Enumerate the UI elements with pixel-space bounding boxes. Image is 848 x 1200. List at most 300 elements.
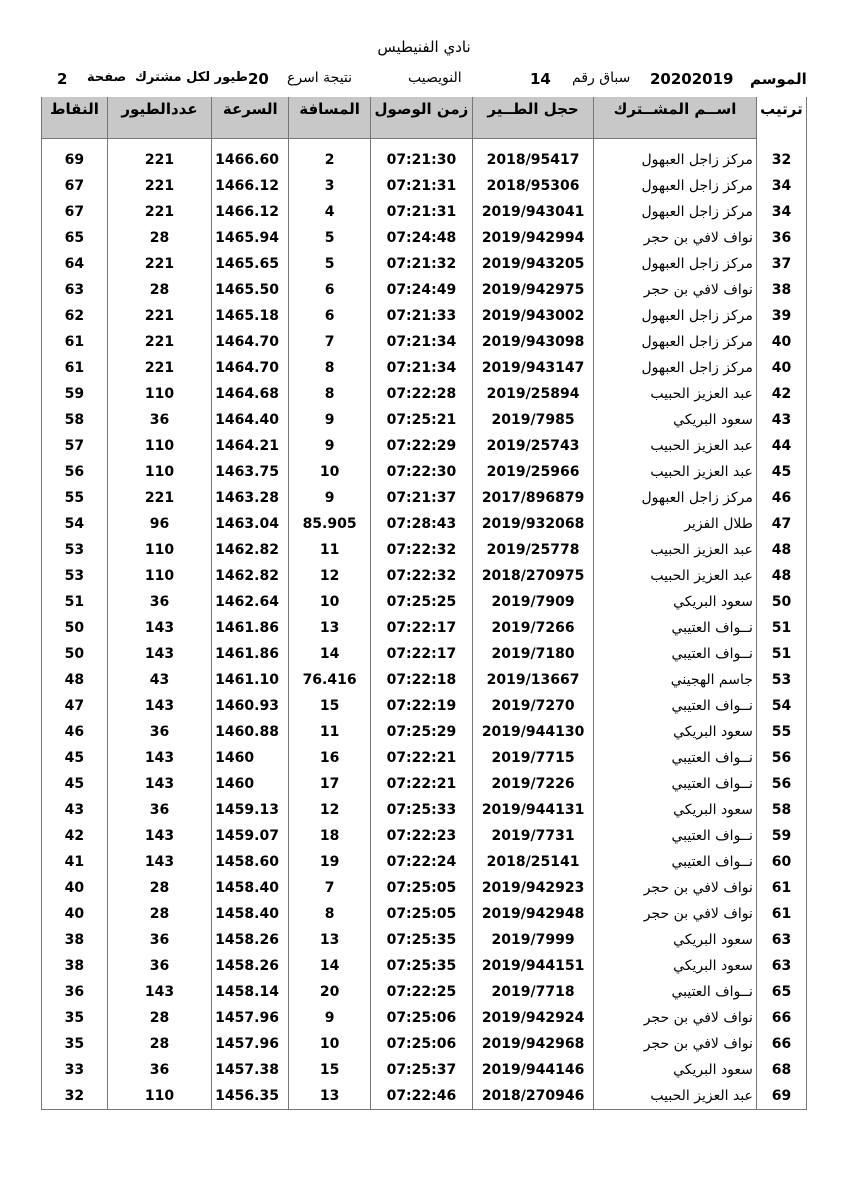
cell-arrival-time: 07:21:31 (370, 199, 472, 225)
cell-bird-count: 36 (107, 407, 211, 433)
cell-bird-count: 36 (107, 953, 211, 979)
cell-participant-name: مركز زاجل العبهول (594, 485, 757, 511)
cell-participant-name: سعود البريكي (594, 719, 757, 745)
cell-bird-count: 36 (107, 927, 211, 953)
cell-ring-number: 2019/942924 (473, 1005, 594, 1031)
cell-bird-count: 110 (107, 537, 211, 563)
cell-rank: 58 (756, 797, 806, 823)
table-row (42, 927, 807, 953)
cell-ring-number: 2019/7266 (473, 615, 594, 641)
cell-arrival-time: 07:22:23 (370, 823, 472, 849)
cell-distance: 9 (289, 485, 370, 511)
cell-points: 38 (42, 953, 108, 979)
cell-speed: 1458.14 (212, 979, 289, 1005)
cell-participant-name: نــواف العتيبي (594, 823, 757, 849)
table-row (42, 303, 807, 329)
cell-points: 58 (42, 407, 108, 433)
cell-arrival-time: 07:22:19 (370, 693, 472, 719)
cell-arrival-time: 07:25:35 (370, 927, 472, 953)
cell-participant-name: عبد العزيز الحبيب (594, 1083, 757, 1110)
cell-speed: 1457.38 (212, 1057, 289, 1083)
table-row (42, 667, 807, 693)
cell-participant-name: نــواف العتيبي (594, 693, 757, 719)
cell-speed: 1465.65 (212, 251, 289, 277)
cell-ring-number: 2019/7731 (473, 823, 594, 849)
cell-arrival-time: 07:25:35 (370, 953, 472, 979)
cell-rank: 68 (756, 1057, 806, 1083)
cell-participant-name: سعود البريكي (594, 407, 757, 433)
cell-ring-number: 2019/943147 (473, 355, 594, 381)
cell-points: 47 (42, 693, 108, 719)
cell-points: 36 (42, 979, 108, 1005)
cell-rank: 45 (756, 459, 806, 485)
cell-points: 55 (42, 485, 108, 511)
cell-speed: 1457.96 (212, 1031, 289, 1057)
cell-points: 35 (42, 1005, 108, 1031)
race-name: النويصيب (408, 70, 462, 86)
cell-bird-count: 221 (107, 329, 211, 355)
cell-bird-count: 221 (107, 199, 211, 225)
cell-rank: 48 (756, 563, 806, 589)
race-label: سباق رقم (572, 70, 631, 86)
cell-points: 40 (42, 875, 108, 901)
cell-ring-number: 2019/943205 (473, 251, 594, 277)
cell-participant-name: مركز زاجل العبهول (594, 329, 757, 355)
cell-bird-count: 28 (107, 901, 211, 927)
cell-points: 41 (42, 849, 108, 875)
cell-rank: 60 (756, 849, 806, 875)
cell-bird-count: 28 (107, 1031, 211, 1057)
cell-distance: 15 (289, 693, 370, 719)
cell-arrival-time: 07:25:05 (370, 901, 472, 927)
cell-arrival-time: 07:22:25 (370, 979, 472, 1005)
page-label: صفحة (87, 70, 127, 85)
cell-points: 48 (42, 667, 108, 693)
cell-points: 62 (42, 303, 108, 329)
cell-arrival-time: 07:22:21 (370, 771, 472, 797)
cell-rank: 42 (756, 381, 806, 407)
cell-participant-name: نــواف العتيبي (594, 849, 757, 875)
cell-distance: 12 (289, 563, 370, 589)
cell-points: 35 (42, 1031, 108, 1057)
cell-participant-name: مركز زاجل العبهول (594, 173, 757, 199)
cell-speed: 1464.70 (212, 355, 289, 381)
cell-arrival-time: 07:25:25 (370, 589, 472, 615)
cell-arrival-time: 07:22:21 (370, 745, 472, 771)
cell-distance: 9 (289, 433, 370, 459)
col-header-speed: السرعة (212, 97, 289, 139)
cell-rank: 61 (756, 901, 806, 927)
table-row (42, 875, 807, 901)
cell-arrival-time: 07:25:37 (370, 1057, 472, 1083)
cell-participant-name: سعود البريكي (594, 797, 757, 823)
cell-distance: 5 (289, 225, 370, 251)
table-row (42, 329, 807, 355)
table-row (42, 693, 807, 719)
cell-rank: 40 (756, 329, 806, 355)
cell-points: 56 (42, 459, 108, 485)
cell-arrival-time: 07:25:05 (370, 875, 472, 901)
cell-distance: 85.905 (289, 511, 370, 537)
cell-bird-count: 28 (107, 225, 211, 251)
cell-points: 57 (42, 433, 108, 459)
cell-speed: 1464.70 (212, 329, 289, 355)
cell-rank: 53 (756, 667, 806, 693)
cell-speed: 1460 (212, 771, 289, 797)
cell-speed: 1458.40 (212, 875, 289, 901)
cell-ring-number: 2019/943098 (473, 329, 594, 355)
cell-bird-count: 143 (107, 979, 211, 1005)
cell-points: 61 (42, 355, 108, 381)
table-row (42, 719, 807, 745)
cell-arrival-time: 07:22:24 (370, 849, 472, 875)
cell-bird-count: 143 (107, 693, 211, 719)
cell-rank: 56 (756, 745, 806, 771)
cell-ring-number: 2018/95306 (473, 173, 594, 199)
cell-ring-number: 2019/7270 (473, 693, 594, 719)
cell-speed: 1464.68 (212, 381, 289, 407)
cell-ring-number: 2019/932068 (473, 511, 594, 537)
cell-bird-count: 110 (107, 1083, 211, 1110)
cell-bird-count: 36 (107, 719, 211, 745)
cell-points: 43 (42, 797, 108, 823)
table-row (42, 615, 807, 641)
cell-bird-count: 143 (107, 771, 211, 797)
cell-ring-number: 2019/7180 (473, 641, 594, 667)
cell-distance: 19 (289, 849, 370, 875)
cell-arrival-time: 07:21:34 (370, 329, 472, 355)
cell-rank: 39 (756, 303, 806, 329)
table-row (42, 147, 807, 173)
cell-distance: 6 (289, 277, 370, 303)
cell-bird-count: 36 (107, 1057, 211, 1083)
cell-participant-name: نــواف العتيبي (594, 745, 757, 771)
cell-bird-count: 221 (107, 303, 211, 329)
cell-arrival-time: 07:22:29 (370, 433, 472, 459)
cell-participant-name: مركز زاجل العبهول (594, 147, 757, 173)
cell-distance: 16 (289, 745, 370, 771)
table-row (42, 823, 807, 849)
cell-points: 45 (42, 745, 108, 771)
cell-participant-name: نــواف العتيبي (594, 615, 757, 641)
cell-points: 59 (42, 381, 108, 407)
cell-speed: 1462.64 (212, 589, 289, 615)
cell-speed: 1462.82 (212, 537, 289, 563)
cell-speed: 1466.60 (212, 147, 289, 173)
cell-points: 65 (42, 225, 108, 251)
table-row (42, 277, 807, 303)
cell-rank: 69 (756, 1083, 806, 1110)
table-row (42, 511, 807, 537)
table-row (42, 381, 807, 407)
cell-speed: 1460 (212, 745, 289, 771)
cell-points: 54 (42, 511, 108, 537)
cell-distance: 5 (289, 251, 370, 277)
cell-distance: 17 (289, 771, 370, 797)
cell-distance: 14 (289, 953, 370, 979)
cell-participant-name: نــواف العتيبي (594, 641, 757, 667)
cell-arrival-time: 07:25:21 (370, 407, 472, 433)
cell-ring-number: 2019/943041 (473, 199, 594, 225)
cell-bird-count: 110 (107, 563, 211, 589)
table-row (42, 1031, 807, 1057)
cell-bird-count: 143 (107, 823, 211, 849)
cell-arrival-time: 07:25:29 (370, 719, 472, 745)
cell-rank: 51 (756, 615, 806, 641)
cell-speed: 1459.13 (212, 797, 289, 823)
cell-rank: 56 (756, 771, 806, 797)
cell-rank: 46 (756, 485, 806, 511)
col-header-rank: ترتيب (756, 97, 806, 139)
cell-participant-name: نواف لافي بن حجر (594, 875, 757, 901)
table-row (42, 1083, 807, 1110)
cell-arrival-time: 07:21:32 (370, 251, 472, 277)
cell-arrival-time: 07:21:37 (370, 485, 472, 511)
cell-arrival-time: 07:24:49 (370, 277, 472, 303)
cell-points: 51 (42, 589, 108, 615)
cell-speed: 1457.96 (212, 1005, 289, 1031)
cell-participant-name: نواف لافي بن حجر (594, 1031, 757, 1057)
cell-distance: 6 (289, 303, 370, 329)
cell-points: 40 (42, 901, 108, 927)
cell-ring-number: 2018/95417 (473, 147, 594, 173)
cell-speed: 1459.07 (212, 823, 289, 849)
cell-ring-number: 2019/942948 (473, 901, 594, 927)
cell-ring-number: 2019/944130 (473, 719, 594, 745)
cell-distance: 10 (289, 459, 370, 485)
cell-distance: 11 (289, 719, 370, 745)
season-value: 20202019 (650, 70, 734, 88)
cell-points: 50 (42, 615, 108, 641)
cell-ring-number: 2019/7718 (473, 979, 594, 1005)
table-row (42, 485, 807, 511)
cell-distance: 20 (289, 979, 370, 1005)
cell-points: 32 (42, 1083, 108, 1110)
table-row (42, 849, 807, 875)
cell-speed: 1464.21 (212, 433, 289, 459)
table-row (42, 979, 807, 1005)
cell-bird-count: 143 (107, 745, 211, 771)
cell-arrival-time: 07:22:32 (370, 563, 472, 589)
cell-rank: 32 (756, 147, 806, 173)
cell-ring-number: 2019/25966 (473, 459, 594, 485)
cell-ring-number: 2019/942994 (473, 225, 594, 251)
cell-rank: 59 (756, 823, 806, 849)
cell-distance: 7 (289, 875, 370, 901)
race-value: 14 (530, 70, 551, 88)
season-label: الموسم (750, 70, 807, 88)
cell-ring-number: 2018/25141 (473, 849, 594, 875)
cell-bird-count: 110 (107, 459, 211, 485)
cell-bird-count: 143 (107, 615, 211, 641)
cell-ring-number: 2019/944131 (473, 797, 594, 823)
cell-bird-count: 221 (107, 173, 211, 199)
cell-distance: 15 (289, 1057, 370, 1083)
cell-distance: 9 (289, 407, 370, 433)
cell-participant-name: عبد العزيز الحبيب (594, 381, 757, 407)
cell-points: 67 (42, 199, 108, 225)
cell-distance: 8 (289, 901, 370, 927)
cell-arrival-time: 07:22:28 (370, 381, 472, 407)
cell-ring-number: 2019/7909 (473, 589, 594, 615)
result-value: 20 (248, 70, 269, 88)
cell-arrival-time: 07:25:33 (370, 797, 472, 823)
table-row (42, 173, 807, 199)
cell-bird-count: 36 (107, 589, 211, 615)
cell-participant-name: طلال الفزير (594, 511, 757, 537)
cell-points: 46 (42, 719, 108, 745)
cell-ring-number: 2018/270975 (473, 563, 594, 589)
cell-bird-count: 96 (107, 511, 211, 537)
cell-bird-count: 28 (107, 1005, 211, 1031)
table-row (42, 641, 807, 667)
cell-participant-name: مركز زاجل العبهول (594, 199, 757, 225)
table-row (42, 355, 807, 381)
cell-ring-number: 2019/944151 (473, 953, 594, 979)
cell-rank: 55 (756, 719, 806, 745)
cell-participant-name: عبد العزيز الحبيب (594, 459, 757, 485)
cell-ring-number: 2019/7226 (473, 771, 594, 797)
cell-speed: 1458.26 (212, 953, 289, 979)
cell-rank: 54 (756, 693, 806, 719)
cell-bird-count: 221 (107, 251, 211, 277)
cell-distance: 11 (289, 537, 370, 563)
table-row (42, 433, 807, 459)
cell-distance: 13 (289, 927, 370, 953)
cell-bird-count: 110 (107, 381, 211, 407)
cell-arrival-time: 07:21:30 (370, 147, 472, 173)
cell-speed: 1461.86 (212, 641, 289, 667)
table-spacer (42, 139, 807, 148)
cell-speed: 1465.18 (212, 303, 289, 329)
cell-distance: 4 (289, 199, 370, 225)
cell-arrival-time: 07:22:18 (370, 667, 472, 693)
cell-bird-count: 28 (107, 277, 211, 303)
table-row (42, 199, 807, 225)
cell-speed: 1466.12 (212, 173, 289, 199)
table-row (42, 537, 807, 563)
cell-speed: 1460.88 (212, 719, 289, 745)
table-row (42, 953, 807, 979)
cell-points: 53 (42, 563, 108, 589)
cell-ring-number: 2019/13667 (473, 667, 594, 693)
cell-speed: 1460.93 (212, 693, 289, 719)
birds-per-member-label: طيور لكل مشترك (135, 70, 248, 85)
col-header-ring: حجل الطــير (473, 97, 594, 139)
cell-speed: 1462.82 (212, 563, 289, 589)
cell-rank: 38 (756, 277, 806, 303)
cell-rank: 63 (756, 927, 806, 953)
cell-bird-count: 221 (107, 355, 211, 381)
table-row (42, 407, 807, 433)
cell-ring-number: 2017/896879 (473, 485, 594, 511)
cell-bird-count: 221 (107, 485, 211, 511)
cell-distance: 3 (289, 173, 370, 199)
cell-speed: 1461.86 (212, 615, 289, 641)
cell-participant-name: نــواف العتيبي (594, 979, 757, 1005)
cell-ring-number: 2019/942975 (473, 277, 594, 303)
cell-rank: 66 (756, 1031, 806, 1057)
cell-participant-name: نواف لافي بن حجر (594, 1005, 757, 1031)
table-row (42, 589, 807, 615)
cell-distance: 2 (289, 147, 370, 173)
cell-arrival-time: 07:25:06 (370, 1031, 472, 1057)
cell-participant-name: مركز زاجل العبهول (594, 303, 757, 329)
cell-points: 42 (42, 823, 108, 849)
cell-participant-name: مركز زاجل العبهول (594, 251, 757, 277)
cell-speed: 1465.94 (212, 225, 289, 251)
cell-participant-name: سعود البريكي (594, 927, 757, 953)
cell-bird-count: 143 (107, 849, 211, 875)
cell-points: 38 (42, 927, 108, 953)
cell-participant-name: عبد العزيز الحبيب (594, 563, 757, 589)
table-row (42, 901, 807, 927)
cell-distance: 14 (289, 641, 370, 667)
cell-rank: 61 (756, 875, 806, 901)
table-row (42, 563, 807, 589)
cell-bird-count: 143 (107, 641, 211, 667)
col-header-time: زمن الوصول (370, 97, 472, 139)
cell-speed: 1463.28 (212, 485, 289, 511)
cell-participant-name: سعود البريكي (594, 1057, 757, 1083)
cell-distance: 76.416 (289, 667, 370, 693)
cell-participant-name: نواف لافي بن حجر (594, 901, 757, 927)
cell-participant-name: جاسم الهجيني (594, 667, 757, 693)
cell-ring-number: 2019/944146 (473, 1057, 594, 1083)
col-header-birds: عددالطيور (107, 97, 211, 139)
cell-rank: 43 (756, 407, 806, 433)
cell-arrival-time: 07:22:17 (370, 641, 472, 667)
cell-ring-number: 2019/942923 (473, 875, 594, 901)
cell-rank: 47 (756, 511, 806, 537)
cell-speed: 1458.40 (212, 901, 289, 927)
table-row (42, 225, 807, 251)
cell-arrival-time: 07:25:06 (370, 1005, 472, 1031)
result-label: نتيجة اسرع (287, 70, 353, 86)
cell-arrival-time: 07:22:32 (370, 537, 472, 563)
cell-speed: 1465.50 (212, 277, 289, 303)
cell-points: 50 (42, 641, 108, 667)
cell-ring-number: 2019/25894 (473, 381, 594, 407)
cell-points: 33 (42, 1057, 108, 1083)
cell-speed: 1456.35 (212, 1083, 289, 1110)
cell-speed: 1458.60 (212, 849, 289, 875)
cell-ring-number: 2019/943002 (473, 303, 594, 329)
cell-distance: 13 (289, 1083, 370, 1110)
cell-rank: 65 (756, 979, 806, 1005)
cell-speed: 1464.40 (212, 407, 289, 433)
table-row (42, 1005, 807, 1031)
col-header-distance: المسافة (289, 97, 370, 139)
club-name: نادي الفنيطيس (377, 38, 471, 56)
cell-distance: 8 (289, 355, 370, 381)
cell-arrival-time: 07:22:17 (370, 615, 472, 641)
cell-arrival-time: 07:21:33 (370, 303, 472, 329)
cell-distance: 18 (289, 823, 370, 849)
cell-bird-count: 110 (107, 433, 211, 459)
cell-bird-count: 36 (107, 797, 211, 823)
cell-distance: 12 (289, 797, 370, 823)
cell-participant-name: نواف لافي بن حجر (594, 225, 757, 251)
cell-participant-name: سعود البريكي (594, 589, 757, 615)
cell-rank: 40 (756, 355, 806, 381)
cell-participant-name: نواف لافي بن حجر (594, 277, 757, 303)
results-table (41, 97, 807, 1110)
cell-points: 69 (42, 147, 108, 173)
table-row (42, 797, 807, 823)
cell-rank: 66 (756, 1005, 806, 1031)
cell-bird-count: 43 (107, 667, 211, 693)
